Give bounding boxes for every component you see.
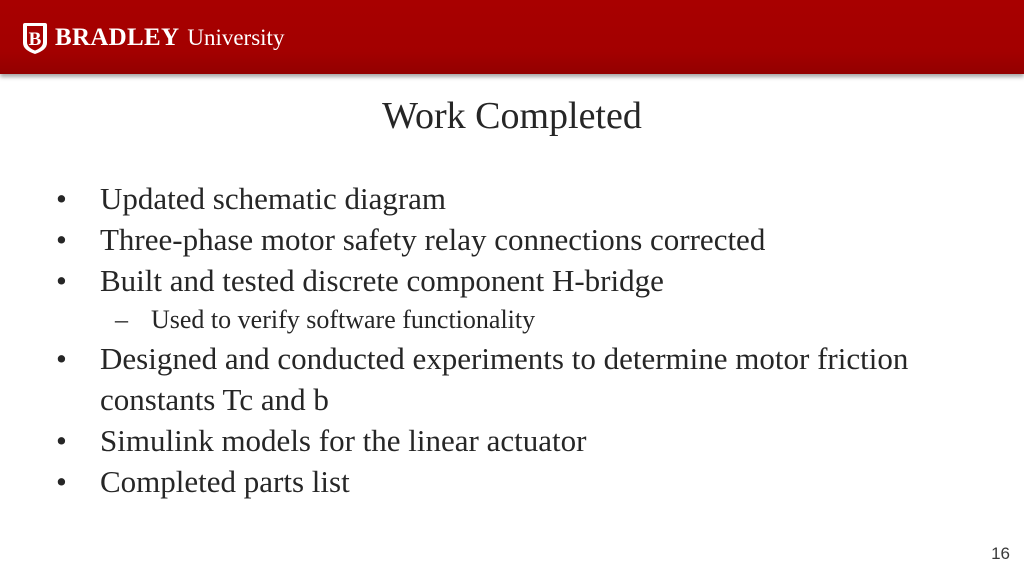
logo-wordmark-light: University: [187, 25, 285, 50]
logo-emblem-letter: B: [28, 29, 42, 50]
sub-bullet-item: [0, 301, 1024, 338]
bullet-text: Built and tested discrete component H-bridge: [100, 263, 664, 298]
sub-bullet-marker: –: [115, 305, 128, 334]
bullet-item: [0, 420, 920, 461]
bullet-text: Updated schematic diagram: [100, 181, 447, 216]
bullet-marker: •: [56, 341, 67, 376]
bullet-item: [0, 178, 920, 219]
page-number: 16: [991, 544, 1010, 563]
sub-bullet-text: Used to verify software functionality: [151, 305, 536, 334]
logo-wordmark-bold: BRADLEY: [55, 24, 180, 51]
bullet-item: [0, 338, 920, 420]
bullet-item: [0, 219, 920, 260]
slide-title: Work Completed: [382, 95, 642, 137]
bullet-item: [0, 260, 920, 301]
bullet-text: Simulink models for the linear actuator: [100, 423, 587, 458]
bullet-text: Completed parts list: [100, 464, 350, 499]
bullet-marker: •: [56, 222, 67, 257]
university-logo: [22, 19, 284, 57]
bullet-marker: •: [56, 423, 67, 458]
header-banner: [0, 0, 1024, 74]
bullet-marker: •: [56, 464, 67, 499]
bradley-shield-icon: [22, 21, 48, 55]
bullet-marker: •: [56, 263, 67, 298]
bullet-list: [0, 178, 1024, 502]
bullet-text: Three-phase motor safety relay connections corrected: [100, 222, 766, 257]
logo-wordmark: [55, 24, 284, 52]
bullet-text: Designed and conducted experiments to determine motor friction constants Tc and b: [100, 341, 909, 417]
bullet-marker: •: [56, 181, 67, 216]
bullet-item: [0, 461, 920, 502]
